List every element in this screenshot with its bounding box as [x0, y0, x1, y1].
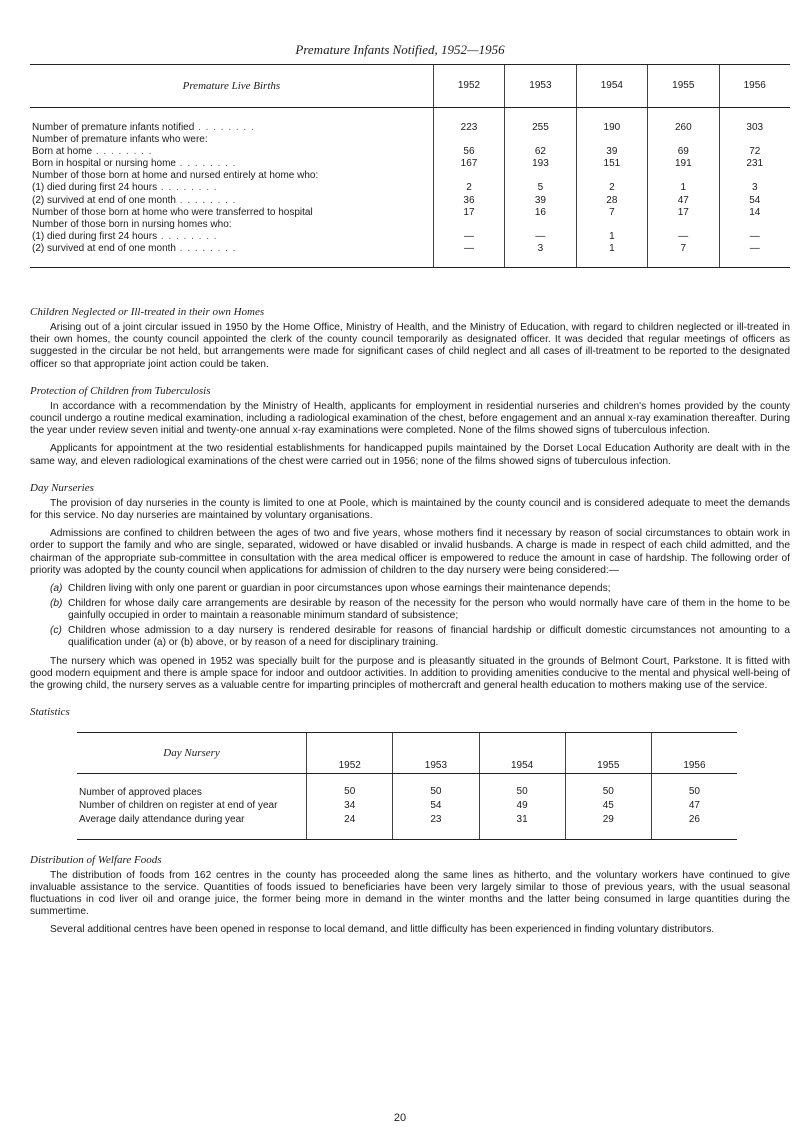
row-label: Number of approved places: [79, 786, 202, 798]
table-cell: 255: [505, 108, 576, 135]
table-cell: [433, 134, 504, 146]
table-cell: 231: [719, 158, 790, 170]
table-cell: 2: [576, 182, 647, 194]
table-cell: —: [433, 231, 504, 243]
table-row: [30, 231, 790, 243]
list-item: [50, 625, 790, 649]
table-cell: 24: [307, 813, 393, 839]
section-heading-day-nurseries: Day Nurseries: [30, 481, 94, 494]
table-cell: 260: [648, 108, 719, 135]
table-cell: 62: [505, 146, 576, 158]
table-cell: [576, 170, 647, 182]
table-cell: 47: [648, 195, 719, 207]
table-cell: 39: [505, 195, 576, 207]
table-cell: 17: [433, 207, 504, 219]
table-header-row: [77, 733, 737, 774]
table-cell: [648, 170, 719, 182]
table-cell: 45: [565, 799, 651, 813]
table-cell: 167: [433, 158, 504, 170]
section-heading-tuberculosis: Protection of Children from Tuberculosis: [30, 384, 211, 397]
table-cell: 223: [433, 108, 504, 135]
table-cell: [505, 170, 576, 182]
year-header: 1952: [433, 65, 504, 108]
table-cell: 23: [393, 813, 479, 839]
table-cell: 50: [479, 774, 565, 800]
table-cell: 3: [505, 243, 576, 268]
section-heading-welfare-foods: Distribution of Welfare Foods: [30, 853, 162, 866]
year-header: 1953: [505, 65, 576, 108]
table-cell: 14: [719, 207, 790, 219]
paragraph: Several additional centres have been opened in response to local demand, and little difficulty has been experienced in finding voluntary distributors.: [50, 924, 715, 936]
table-cell: —: [648, 231, 719, 243]
paragraph: Arising out of a joint circular issued in 1950 by the Home Office, Ministry of Health, and the Ministry of Education, with regard to children neglected or ill-treated in their own homes, the county council appointed the clerk of the county council temporarily as designated officer. It was decided that regular meetings of officers as suggested in the circular be not held, but arrangements were made for significant cases of child neglect and all cases of ill-treatment to be reported to the designated officer so that appropriate joint action could be taken.: [30, 322, 790, 370]
table-cell: 1: [576, 243, 647, 268]
table-label: Day Nursery: [77, 733, 307, 774]
row-label: Number of premature infants who were:: [32, 134, 208, 146]
table-cell: 39: [576, 146, 647, 158]
table-cell: 47: [651, 799, 737, 813]
table-cell: 5: [505, 182, 576, 194]
row-label: (2) survived at end of one month . .: [30, 195, 433, 207]
table-cell: 7: [648, 243, 719, 268]
row-label: Number of those born in nursing homes who:: [32, 218, 232, 230]
premature-births-table: [30, 64, 790, 268]
table-cell: 16: [505, 207, 576, 219]
year-header: 1955: [648, 65, 719, 108]
list-item-text: Children whose admission to a day nursery is rendered desirable for reasons of financial hardship or difficult domestic circumstances not amounting to a qualification under (a) or (b) above, or by reason of a need for disciplinary training.: [68, 625, 790, 649]
table-row: [30, 170, 790, 182]
table-cell: 50: [651, 774, 737, 800]
row-label: Number of premature infants notified . .: [30, 108, 433, 135]
table-cell: 3: [719, 182, 790, 194]
list-item-text: Children living with only one parent or guardian in poor circumstances upon whose earnings their maintenance depends;: [68, 582, 611, 594]
table-row: [77, 774, 737, 800]
section-heading-neglected: Children Neglected or Ill-treated in their own Homes: [30, 306, 265, 318]
list-item-key: (b): [50, 597, 63, 609]
table-cell: —: [719, 243, 790, 268]
row-label: Number of those born at home and nursed entirely at home who:: [32, 170, 319, 182]
year-header: 1956: [651, 733, 737, 774]
row-label: (1) died during first 24 hours . .: [30, 182, 433, 194]
table-cell: 2: [433, 182, 504, 194]
table-cell: 1: [648, 182, 719, 194]
paragraph: The distribution of foods from 162 centres in the county has proceeded along the same lines as hitherto, and the voluntary workers have continued to give invaluable assistance to the service. Quantities of foods issued to beneficiaries have been very largely similar to those of previous years, with the usual seasonal fluctuations in cod liver oil and orange juice, the former being more in demand in the winter months and the latter being consumed in large quantities during the summertime.: [30, 869, 790, 918]
table-row: [30, 146, 790, 158]
table-cell: 72: [719, 146, 790, 158]
table-header-row: [30, 65, 790, 108]
table-cell: —: [719, 231, 790, 243]
table-cell: 50: [565, 774, 651, 800]
page-number: 20: [393, 1112, 407, 1124]
table-cell: 50: [307, 774, 393, 800]
table-cell: [648, 219, 719, 231]
table-cell: [648, 134, 719, 146]
paragraph: Admissions are confined to children between the ages of two and five years, whose mothers find it necessary by reason of social circumstances to obtain work in order to support the family and who are single, separated, widowed or have disabled or invalid husbands. A charge is made in respect of each child admitted, and the chairman of the appropriate sub-committee in consultation with the area medical officer is empowered to reduce the amount in case of hardship. The following order of priority was adopted by the county council when applications for admission of children to the day nursery were being considered:—: [30, 528, 790, 576]
table-cell: 56: [433, 146, 504, 158]
table-cell: 34: [307, 799, 393, 813]
table-row: [30, 134, 790, 146]
table-row: [30, 158, 790, 170]
table-cell: 191: [648, 158, 719, 170]
table-row: [30, 207, 790, 219]
table-cell: [433, 219, 504, 231]
table-cell: 26: [651, 813, 737, 839]
table-cell: 17: [648, 207, 719, 219]
table-cell: 28: [576, 195, 647, 207]
year-header: 1954: [479, 733, 565, 774]
table-cell: [719, 134, 790, 146]
table-row: [30, 243, 790, 268]
row-label: Born at home . .: [30, 146, 433, 158]
table-cell: 69: [648, 146, 719, 158]
table-cell: 54: [719, 195, 790, 207]
row-label: Average daily attendance during year: [77, 813, 307, 839]
table-cell: 54: [393, 799, 479, 813]
table-row: [30, 108, 790, 135]
row-label: Born in hospital or nursing home . .: [30, 158, 433, 170]
table-cell: 303: [719, 108, 790, 135]
table-cell: [719, 170, 790, 182]
day-nursery-table: [77, 732, 737, 839]
table-cell: 7: [576, 207, 647, 219]
list-item: [50, 583, 790, 595]
table-row: [30, 195, 790, 207]
table-cell: 190: [576, 108, 647, 135]
table-row: [30, 182, 790, 194]
year-header: 1952: [307, 733, 393, 774]
paragraph: Applicants for appointment at the two residential establishments for handicapped pupils maintained by the Dorset Local Education Authority are dealt with in the same way, and eleven radiological examinations of the chest were carried out in 1956; none of the films showed signs of tuberculous infection.: [30, 443, 790, 467]
table-row: [77, 813, 737, 839]
row-label: (1) died during first 24 hours . .: [30, 231, 433, 243]
list-item-key: (a): [50, 582, 63, 594]
table-cell: [505, 219, 576, 231]
table-cell: 36: [433, 195, 504, 207]
priority-list: [30, 583, 790, 650]
year-header: 1953: [393, 733, 479, 774]
table-cell: [576, 134, 647, 146]
table-cell: 151: [576, 158, 647, 170]
section-heading-statistics: Statistics: [30, 706, 70, 719]
paragraph: The provision of day nurseries in the county is limited to one at Poole, which is maintained by the county council and is considered adequate to meet the demands for this service. No day nurseries are maintained by voluntary organisations.: [30, 497, 790, 522]
table-cell: 193: [505, 158, 576, 170]
row-label: Number of those born at home who were transferred to hospital: [32, 206, 313, 218]
table-cell: 1: [576, 231, 647, 243]
year-header: 1955: [565, 733, 651, 774]
table-row: [30, 219, 790, 231]
list-item-key: (c): [50, 625, 62, 637]
table-cell: 31: [479, 813, 565, 839]
table-cell: [433, 170, 504, 182]
table-cell: 50: [393, 774, 479, 800]
table-cell: [719, 219, 790, 231]
table-row: [77, 799, 737, 813]
list-item-text: Children for whose daily care arrangements are desirable by reason of the necessity for the person who would normally have care of them in the home to be gainfully occupied in order to maintain a reasonable minimum standard of subsistence;: [68, 597, 790, 622]
table-cell: 29: [565, 813, 651, 839]
table-cell: —: [433, 243, 504, 268]
year-header: 1956: [719, 65, 790, 108]
page-header: Premature Infants Notified, 1952—1956: [295, 42, 505, 57]
list-item: [50, 598, 790, 622]
row-label: (2) survived at end of one month . .: [30, 243, 433, 268]
paragraph: In accordance with a recommendation by the Ministry of Health, applicants for employment in residential nurseries and children's homes provided by the county council undergo a routine medical examination, including a radiological examination of the chest, before engagement and an annual x-ray examination thereafter. During the year under review seven initial and twenty-one annual x-ray examinations were completed. None of the films showed signs of tuberculous infection.: [30, 400, 790, 437]
table-label: Premature Live Births: [30, 65, 433, 108]
paragraph: The nursery which was opened in 1952 was specially built for the purpose and is pleasantly situated in the grounds of Belmont Court, Parkstone. It is fitted with good modern equipment and there is ample space for indoor and outdoor activities. In addition to providing amenities conducive to the mental and physical well-being of the growing child, the nursery serves as a valuable centre for imparting principles of mothercraft and general health education to mothers making use of the service.: [30, 655, 790, 691]
table-cell: [505, 134, 576, 146]
table-cell: —: [505, 231, 576, 243]
table-cell: [576, 219, 647, 231]
year-header: 1954: [576, 65, 647, 108]
table-cell: 49: [479, 799, 565, 813]
row-label: Number of children on register at end of year: [79, 800, 278, 812]
